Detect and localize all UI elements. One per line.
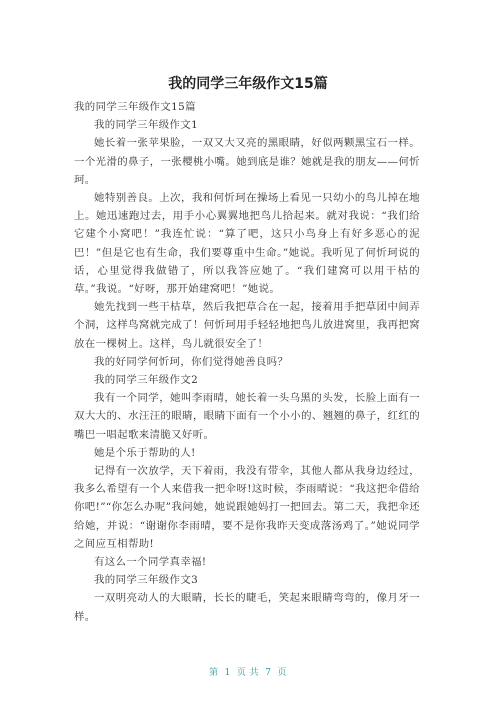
essay-heading-1: 我的同学三年级作文1: [94, 119, 199, 132]
paragraph: 有这么一个同学真幸福!: [94, 556, 207, 569]
intro-heading: 我的同学三年级作文15篇: [74, 101, 196, 113]
paragraph: 她特别善良。上次，我和何忻珂在操场上看见一只幼小的鸟儿掉在地上。她迅速跑过去，用手小心翼翼地把鸟儿拾起来。就对我说：“我们给它建个小窝吧！”我连忙说：“算了吧，这只小鸟身上有好多恶心的泥巴！”但是它也有生命，我们要尊重中生命。”她说。我听见了何忻珂说的话，心里觉得我做错了，所以我答应她了。“我们建窝可以用干枯的草。”我说。“好呀，那开始建窝吧！”她说。: [74, 192, 420, 296]
paragraph: 我的好同学何忻珂，你们觉得她善良吗？: [94, 355, 289, 368]
paragraph: 她是个乐于帮助的人!: [94, 446, 196, 459]
footer-suffix: 页: [277, 668, 287, 678]
paragraph: 她先找到一些干枯草，然后我把草合在一起，接着用手把草团中间弄个洞，这样鸟窝就完成了！何忻珂用手轻轻地把鸟儿放进窝里，我再把窝放在一棵树上。这样，鸟儿就很安全了！: [74, 301, 420, 350]
page-footer: [0, 667, 496, 679]
essay-heading-3: 我的同学三年级作文3: [94, 574, 199, 587]
paragraph: 她长着一张苹果脸，一双又大又亮的黑眼睛，好似两颗黑宝石一样。一个光滑的鼻子，一张樱桃小嘴。她到底是谁？她就是我的朋友——何忻珂。: [74, 137, 420, 186]
page-total: 7: [265, 668, 272, 678]
paragraph: 记得有一次放学，天下着雨，我没有带伞，其他人都从我身边经过，我多么希望有一个人来借我一把伞呀!这时候，李雨晴说：“我这把伞借给你吧!”“你怎么办呢”我问她，她说跟她妈打一把回去。第二天，我把伞还给她，并说：“谢谢你李雨晴，要不是你我昨天变成落汤鸡了。”她说同学之间应互相帮助!: [74, 465, 420, 550]
paragraph: 我有一个同学，她叫李雨晴，她长着一头乌黑的头发，长脸上面有一双大大的、水汪汪的眼睛，眼睛下面有一个小小的、翘翘的鼻子，红红的嘴巴一唱起歌来清脆又好听。: [74, 392, 420, 441]
footer-prefix: 第: [209, 668, 219, 678]
document-title: 我的同学三年级作文15篇: [168, 76, 328, 92]
essay-heading-2: 我的同学三年级作文2: [94, 374, 199, 387]
footer-middle: 页 共: [236, 668, 260, 678]
paragraph: 一双明亮动人的大眼睛，长长的睫毛，笑起来眼睛弯弯的，像月牙一样。: [74, 592, 420, 623]
page-number: 1: [224, 668, 231, 678]
document-body: [74, 98, 420, 626]
